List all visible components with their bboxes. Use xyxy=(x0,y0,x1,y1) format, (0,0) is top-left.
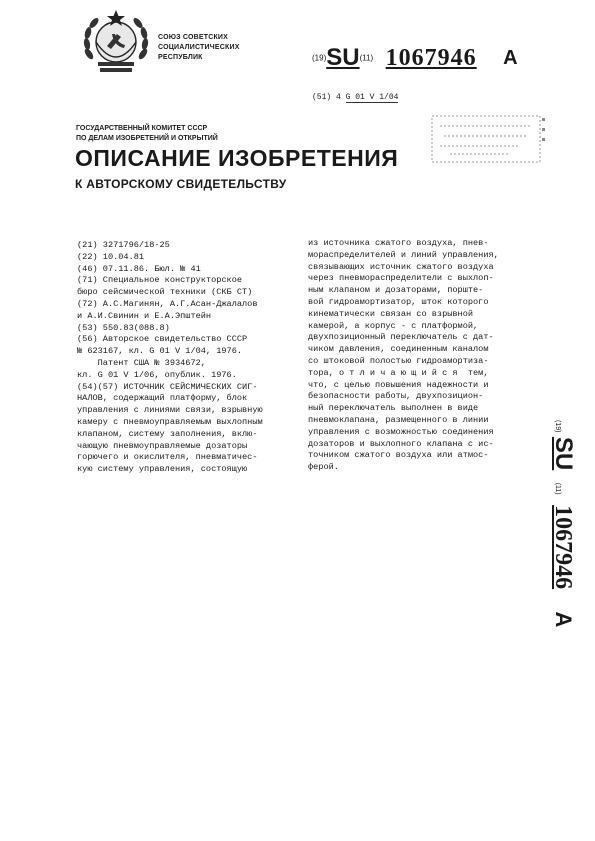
claim-line: кинематически связан со взрывной xyxy=(308,308,474,319)
biblio-line: камеру с пневмоуправляемым выхлопным xyxy=(77,416,263,427)
org-line: РЕСПУБЛИК xyxy=(158,54,203,61)
vertical-patent-number: 1067946 xyxy=(550,505,576,590)
claim-line: точником сжатого воздуха или атмос- xyxy=(308,450,489,461)
claim-line: мораспределителей и линий управления, xyxy=(308,249,499,260)
claim-line: чиком давления, соединенным каналом xyxy=(308,344,489,355)
claim-line: ный переключатель выполнен в виде xyxy=(308,403,479,414)
ussr-emblem-icon xyxy=(80,6,152,78)
code-19: (19) xyxy=(312,53,327,63)
org-name xyxy=(158,33,240,63)
biblio-line: чающую пневмоуправляемые дозаторы xyxy=(77,440,248,451)
publication-number xyxy=(312,44,518,72)
kind-code: A xyxy=(503,46,518,69)
committee-name xyxy=(76,124,218,144)
biblio-line: и А.И.Свинин и Е.А.Эпштейн xyxy=(77,310,212,321)
biblio-line: кую систему управления, состоящую xyxy=(77,464,248,475)
org-line: СОЦИАЛИСТИЧЕСКИХ xyxy=(158,44,240,51)
claim-line: через пневмораспределители с выхлоп- xyxy=(308,273,494,284)
committee-line: ГОСУДАРСТВЕННЫЙ КОМИТЕТ СССР xyxy=(76,125,208,132)
vertical-kind-code: A xyxy=(551,611,576,628)
vertical-publication-number xyxy=(545,420,585,700)
vertical-code-11: (11) xyxy=(554,482,561,495)
claim-line: дозаторов и выхлопного клапана с ис- xyxy=(308,438,494,449)
vertical-country-code: SU xyxy=(550,436,577,471)
biblio-line: (72) А.С.Магинян, А.Г.Асан-Джалалов xyxy=(77,298,258,309)
committee-line: ПО ДЕЛАМ ИЗОБРЕТЕНИЙ И ОТКРЫТИЙ xyxy=(76,135,218,142)
ipc-classification xyxy=(312,93,398,102)
biblio-line: (54)(57) ИСТОЧНИК СЕЙСМИЧЕСКИХ СИГ- xyxy=(77,381,258,392)
claim-line: камерой, а корпус - с платформой, xyxy=(308,320,479,331)
org-line: СОЮЗ СОВЕТСКИХ xyxy=(158,34,229,41)
biblio-line: № 623167, кл. G 01 V 1/04, 1976. xyxy=(77,346,243,357)
claim-line: что, с целью повышения надежности и xyxy=(308,379,489,390)
ipc-value: G 01 V 1/04 xyxy=(345,93,399,102)
claim-line: вой гидроамортизатор, шток которого xyxy=(308,296,489,307)
claim-line: связывающих источник сжатого воздуха xyxy=(308,261,494,272)
claim-line: ферой. xyxy=(308,462,339,473)
biblio-line: (46) 07.11.86. Бюл. № 41 xyxy=(77,263,201,274)
biblio-line: (71) Специальное конструкторское xyxy=(77,275,243,286)
code-11: (11) xyxy=(359,53,374,63)
claim-line: из источника сжатого воздуха, пнев- xyxy=(308,238,489,248)
country-code: SU xyxy=(326,44,360,71)
biblio-line: горючего и окислителя, пневматичес- xyxy=(77,452,258,463)
biblio-line: бюро сейсмической техники (СКБ СТ) xyxy=(77,287,253,298)
biblio-line: (53) 550.83(088.8) xyxy=(77,322,170,333)
bibliographic-column xyxy=(77,240,299,476)
biblio-line: клапаном, систему заполнения, вклю- xyxy=(77,428,258,439)
biblio-line: кл. G 01 V 1/06, опублик. 1976. xyxy=(77,369,237,380)
claim-line: безопасности работы, двухпозицион- xyxy=(308,391,484,402)
vertical-code-19: (19) xyxy=(554,420,561,433)
document-subtitle: К АВТОРСКОМУ СВИДЕТЕЛЬСТВУ xyxy=(75,177,287,191)
biblio-line: (22) 10.04.81 xyxy=(77,251,145,262)
document-title: ОПИСАНИЕ ИЗОБРЕТЕНИЯ xyxy=(75,145,399,171)
biblio-line: (56) Авторское свидетельство СССР xyxy=(77,334,248,345)
ipc-code: (51) 4 xyxy=(312,93,341,102)
claim-line: управления с возможностью соединения xyxy=(308,426,494,437)
claim-line: тора, о т л и ч а ю щ и й с я тем, xyxy=(308,367,489,378)
claim-line: двухпозиционный переключатель с дат- xyxy=(308,332,494,343)
biblio-line: Патент США № 3934672, xyxy=(77,357,206,368)
patent-number: 1067946 xyxy=(385,44,477,71)
claim-line: пневмоклапана, размещенного в линии xyxy=(308,414,489,425)
library-stamp xyxy=(430,112,548,168)
biblio-line: НАЛОВ, содержащий платформу, блок xyxy=(77,393,248,404)
claim-line: со штоковой полостью гидроамортиза- xyxy=(308,355,489,366)
biblio-line: управления с линиями связи, взрывную xyxy=(77,405,263,416)
claim-line: ным клапаном и дозаторами, порште- xyxy=(308,285,484,296)
claim-column xyxy=(308,238,542,474)
biblio-line: (21) 3271796/18-25 xyxy=(77,240,170,250)
